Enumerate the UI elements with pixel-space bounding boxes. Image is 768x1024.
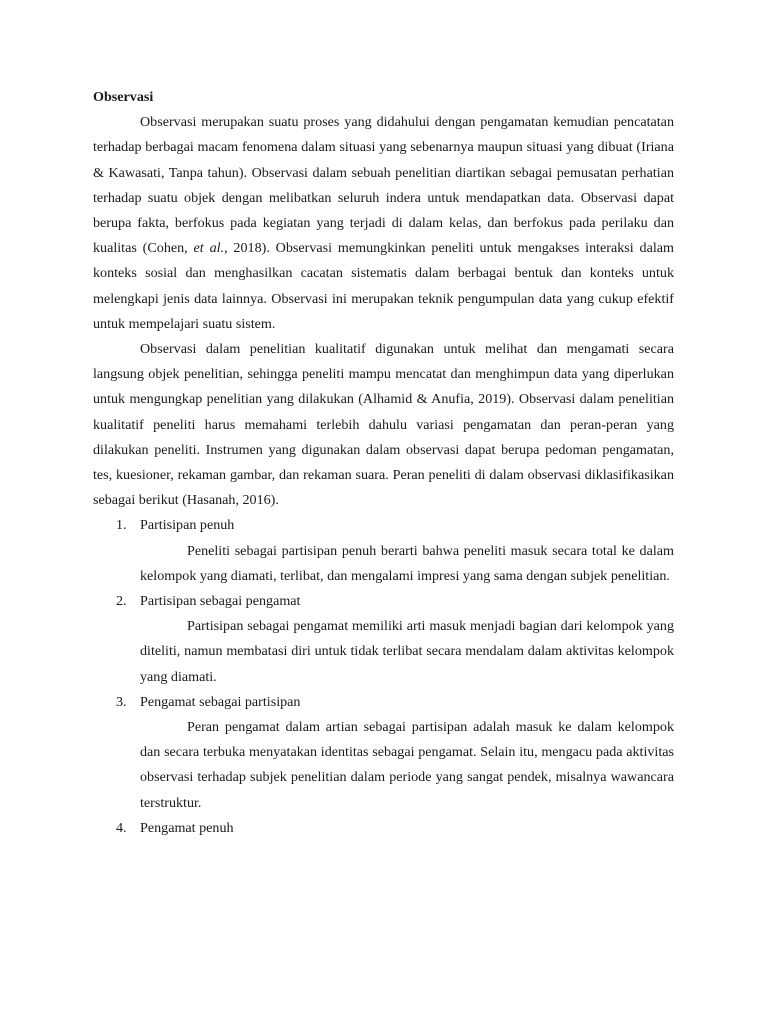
list-number: 3.: [116, 693, 127, 710]
list-item-1: [93, 513, 674, 589]
list-item-title: Pengamat sebagai partisipan: [140, 693, 301, 710]
role-list: [93, 513, 674, 841]
paragraph-1-text-b: , 2018). Observasi memungkinkan peneliti untuk mengakses interaksi dalam konteks sosial dan menghasilkan cacatan sistematis dalam berbagai bentuk dan konteks untuk melengkapi jenis data lainnya. Observasi ini merupakan teknik pengumpulan data yang cukup efektif untuk mempelajari suatu sistem.: [93, 240, 674, 332]
list-item-3: [93, 690, 674, 816]
document-body: [93, 85, 674, 841]
paragraph-1-text-a: Observasi merupakan suatu proses yang didahului dengan pengamatan kemudian pencatatan terhadap berbagai macam fenomena dalam situasi yang sebenarnya maupun situasi yang dibuat (Iriana & Kawasati, Tanpa tahun). Observasi dalam sebuah penelitian diartikan sebagai pemusatan perhatian terhadap suatu objek dengan melibatkan seluruh indera untuk mendapatkan data. Observasi dapat berupa fakta, berfokus pada kegiatan yang terjadi di dalam kelas, dan berfokus pada perilaku dan kualitas (Cohen,: [93, 114, 674, 257]
list-item-title: Partisipan sebagai pengamat: [140, 593, 301, 610]
list-item-description: Partisipan sebagai pengamat memiliki arti masuk menjadi bagian dari kelompok yang diteliti, namun membatasi diri untuk tidak terlibat secara mendalam dalam aktivitas kelompok yang diamati.: [140, 618, 674, 685]
list-number: 2.: [116, 593, 127, 610]
list-item-description: Peran pengamat dalam artian sebagai partisipan adalah masuk ke dalam kelompok dan secara terbuka menyatakan identitas sebagai pengamat. Selain itu, mengacu pada aktivitas observasi terhadap subjek penelitian dalam periode yang sangat pendek, misalnya wawancara terstruktur.: [140, 719, 674, 811]
list-item-2: [93, 589, 674, 690]
list-item-title: Pengamat penuh: [140, 819, 234, 836]
paragraph-1-italic: et al.: [193, 240, 225, 257]
section-heading: Observasi: [93, 89, 154, 105]
list-item-4: [93, 816, 674, 841]
paragraph-2: Observasi dalam penelitian kualitatif digunakan untuk melihat dan mengamati secara langsung objek penelitian, sehingga peneliti mampu mencatat dan menghimpun data yang diperlukan untuk mengungkap penelitian yang dilakukan (Alhamid & Anufia, 2019). Observasi dalam penelitian kualitatif peneliti harus memahami terlebih dahulu variasi pengamatan dan peran-peran yang dilakukan peneliti. Instrumen yang digunakan dalam observasi dapat berupa pedoman pengamatan, tes, kuesioner, rekaman gambar, dan rekaman suara. Peran peneliti di dalam observasi diklasifikasikan sebagai berikut (Hasanah, 2016).: [93, 341, 674, 509]
list-item-title: Partisipan penuh: [140, 517, 235, 534]
list-number: 1.: [116, 517, 127, 534]
paragraph-1: [93, 110, 674, 337]
list-item-description: Peneliti sebagai partisipan penuh berarti bahwa peneliti masuk secara total ke dalam kelompok yang diamati, terlibat, dan mengalami impresi yang sama dengan subjek penelitian.: [140, 542, 674, 584]
list-number: 4.: [116, 819, 127, 836]
